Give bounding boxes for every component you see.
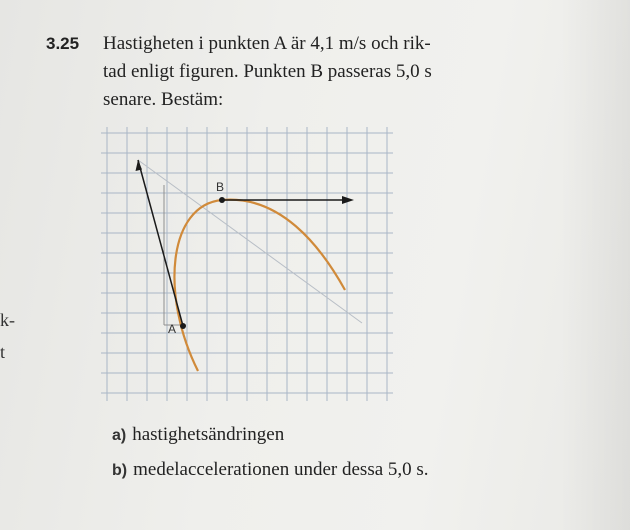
velocity-b-arrowhead bbox=[342, 196, 354, 204]
point-a-dot bbox=[180, 323, 186, 329]
problem-number: 3.25 bbox=[46, 34, 80, 53]
problem-line-2: tad enligt figuren. Punkten B passeras 5,0 s bbox=[103, 61, 432, 82]
question-b bbox=[112, 459, 429, 481]
faint-diagonal-line bbox=[138, 160, 362, 323]
margin-text-1: k- bbox=[0, 310, 15, 330]
question-a bbox=[112, 424, 284, 446]
problem-line-3: senare. Bestäm: bbox=[103, 89, 224, 110]
question-b-text: medelaccelerationen under dessa 5,0 s. bbox=[133, 459, 429, 480]
velocity-figure bbox=[100, 125, 400, 410]
question-a-text: hastighetsändringen bbox=[132, 424, 285, 445]
point-a-label: A bbox=[168, 322, 177, 336]
question-b-label: b) bbox=[112, 462, 128, 479]
margin-text-2: t bbox=[0, 342, 6, 362]
problem-statement bbox=[103, 30, 503, 114]
problem-line-1: Hastigheten i punkten A är 4,1 m/s och rik- bbox=[103, 33, 431, 54]
grid bbox=[101, 127, 393, 401]
velocity-a-arrow bbox=[138, 160, 183, 326]
page-shadow bbox=[560, 0, 630, 530]
question-a-label: a) bbox=[112, 427, 127, 444]
point-b-dot bbox=[219, 197, 225, 203]
point-b-label: B bbox=[216, 180, 225, 194]
trajectory-curve bbox=[174, 200, 345, 371]
